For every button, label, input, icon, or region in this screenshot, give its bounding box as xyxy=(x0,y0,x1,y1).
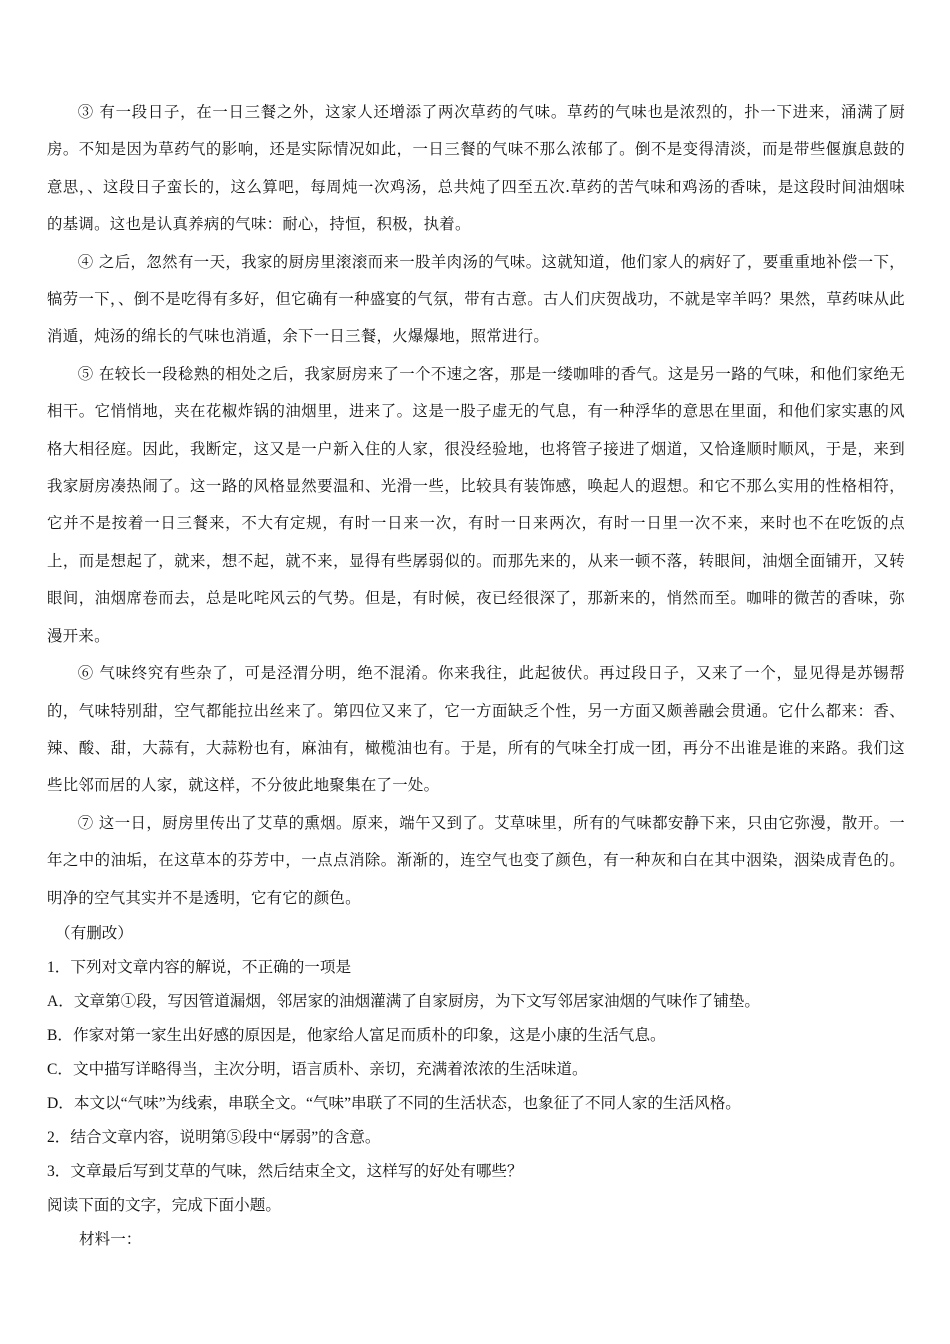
option-a: A．文章第①段，写因管道漏烟，邻居家的油烟灌满了自家厨房，为下文写邻居家油烟的气味作了铺垫。 xyxy=(47,992,760,1010)
question-3: 3．文章最后写到艾草的气味，然后结束全文，这样写的好处有哪些？ xyxy=(47,1162,523,1180)
article-paragraph-3: ③ 有一段日子，在一日三餐之外，这家人还增添了两次草药的气味。草药的气味也是浓烈的，扑一下进来，涌满了厨房。不知是因为草药气的影响，还是实际情况如此，一日三餐的气味不那么浓郁了。倒不是变得清淡，而是带些偃旗息鼓的意思，、这段日子蛮长的，这么算吧，每周炖一次鸡汤，总共炖了四至五次.草药的苦气味和鸡汤的香味，是这段时间油烟味的基调。这也是认真养病的气味：耐心，持恒，积极，执着。 xyxy=(47,103,905,234)
reading-instruction: 阅读下面的文字，完成下面小题。 xyxy=(47,1196,281,1214)
article-paragraph-4: ④ 之后，忽然有一天，我家的厨房里滚滚而来一股羊肉汤的气味。这就知道，他们家人的病好了，要重重地补偿一下，犒劳一下，、倒不是吃得有多好，但它确有一种盛宴的气氛，带有古意。古人们庆贺战功，不就是宰羊吗？果然，草药味从此消遁，炖汤的绵长的气味也消遁，余下一日三餐，火爆爆地，照常进行。 xyxy=(47,252,905,346)
question-2: 2．结合文章内容，说明第⑤段中“孱弱”的含意。 xyxy=(47,1128,381,1146)
material-label: 材料一： xyxy=(79,1230,142,1248)
option-d: D．本文以“气味”为线索，串联全文。“气味”串联了不同的生活状态，也象征了不同人家的生活风格。 xyxy=(47,1094,741,1112)
question-1: 1．下列对文章内容的解说，不正确的一项是 xyxy=(47,958,352,976)
article-paragraph-5: ⑤ 在较长一段稔熟的相处之后，我家厨房来了一个不速之客，那是一缕咖啡的香气。这是另一路的气味，和他们家绝无相干。它悄悄地，夹在花椒炸锅的油烟里，进来了。这是一股子虚无的气息，有一种浮华的意思在里面，和他们家实惠的风格大相径庭。因此，我断定，这又是一户新入住的人家，很没经验地，也将管子接进了烟道，又恰逢顺时顺风，于是，来到我家厨房凑热闹了。这一路的风格显然要温和、光滑一些，比较具有装饰感，唤起人的遐想。和它不那么实用的性格相符，它并不是按着一日三餐来，不大有定规，有时一日来一次，有时一日来两次，有时一日里一次不来，来时也不在吃饭的点上，而是想起了，就来，想不起，就不来，显得有些孱弱似的。而那先来的，从来一顿不落，转眼间，油烟全面铺开，又转眼间，油烟席卷而去，总是叱咤风云的气势。但是，有时候，夜已经很深了，那新来的，悄然而至。咖啡的微苦的香味，弥漫开来。 xyxy=(47,364,905,645)
document-page xyxy=(47,94,905,1257)
article-paragraph-7: ⑦ 这一日，厨房里传出了艾草的熏烟。原来，端午又到了。艾草味里，所有的气味都安静下来，只由它弥漫，散开。一年之中的油垢，在这草本的芬芳中，一点点消除。渐渐的，连空气也变了颜色，有一种灰和白在其中洇染，洇染成青色的。明净的空气其实并不是透明，它有它的颜色。 xyxy=(47,813,905,907)
option-b: B．作家对第一家生出好感的原因是，他家给人富足而质朴的印象，这是小康的生活气息。 xyxy=(47,1026,666,1044)
option-c: C．文中描写详略得当，主次分明，语言质朴、亲切，充满着浓浓的生活味道。 xyxy=(47,1060,588,1078)
source-note: （有删改） xyxy=(55,924,133,942)
article-paragraph-6: ⑥ 气味终究有些杂了，可是泾渭分明，绝不混淆。你来我往，此起彼伏。再过段日子，又来了一个，显见得是苏锡帮的，气味特别甜，空气都能拉出丝来了。第四位又来了，它一方面缺乏个性，另一方面又颇善融会贯通。它什么都来：香、辣、酸、甜，大蒜有，大蒜粉也有，麻油有，橄榄油也有。于是，所有的气味全打成一团，再分不出谁是谁的来路。我们这些比邻而居的人家，就这样，不分彼此地聚集在了一处。 xyxy=(47,664,905,795)
